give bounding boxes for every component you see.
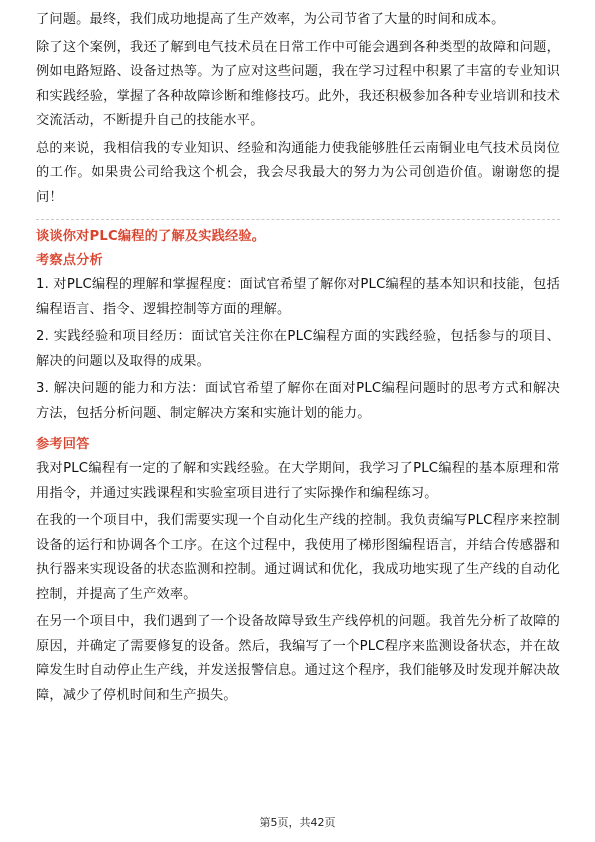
analysis-point-3: 3. 解决问题的能力和方法：面试官希望了解你在面对PLC编程问题时的思考方式和解决方法，包括分析问题、制定解决方案和实施计划的能力。 <box>36 381 560 421</box>
analysis-heading: 考察点分析 <box>36 253 103 268</box>
answer-heading: 参考回答 <box>36 437 90 452</box>
section-divider <box>36 219 560 220</box>
page-number-footer: 第5页，共42页 <box>259 816 336 829</box>
question-title: 谈谈你对PLC编程的了解及实践经验。 <box>36 229 266 244</box>
intro-paragraph-2: 除了这个案例，我还了解到电气技术员在日常工作中可能会遇到各种类型的故障和问题，例如电路短路、设备过热等。为了应对这些问题，我在学习过程中积累了丰富的专业知识和实践经验，掌握了各种故障诊断和维修技巧。此外，我还积极参加各种专业培训和技术交流活动，不断提升自己的技能水平。 <box>36 39 560 128</box>
intro-paragraph-1: 了问题。最终，我们成功地提高了生产效率，为公司节省了大量的时间和成本。 <box>36 12 505 27</box>
analysis-point-2: 2. 实践经验和项目经历：面试官关注你在PLC编程方面的实践经验，包括参与的项目、解决的问题以及取得的成果。 <box>36 329 560 369</box>
answer-paragraph-2: 在我的一个项目中，我们需要实现一个自动化生产线的控制。我负责编写PLC程序来控制设备的运行和协调各个工序。在这个过程中，我使用了梯形图编程语言，并结合传感器和执行器来实现设备的状态监测和控制。通过调试和优化，我成功地实现了生产线的自动化控制，并提高了生产效率。 <box>36 513 560 602</box>
page-content <box>36 8 560 711</box>
analysis-point-1: 1. 对PLC编程的理解和掌握程度：面试官希望了解你对PLC编程的基本知识和技能，包括编程语言、指令、逻辑控制等方面的理解。 <box>36 277 560 317</box>
answer-paragraph-1: 我对PLC编程有一定的了解和实践经验。在大学期间，我学习了PLC编程的基本原理和常用指令，并通过实践课程和实验室项目进行了实际操作和编程练习。 <box>36 461 560 501</box>
intro-paragraph-3: 总的来说，我相信我的专业知识、经验和沟通能力使我能够胜任云南铜业电气技术员岗位的工作。如果贵公司给我这个机会，我会尽我最大的努力为公司创造价值。谢谢您的提问！ <box>36 140 560 205</box>
answer-paragraph-3: 在另一个项目中，我们遇到了一个设备故障导致生产线停机的问题。我首先分析了故障的原因，并确定了需要修复的设备。然后，我编写了一个PLC程序来监测设备状态，并在故障发生时自动停止生产线，并发送报警信息。通过这个程序，我们能够及时发现并解决故障，减少了停机时间和生产损失。 <box>36 614 560 703</box>
